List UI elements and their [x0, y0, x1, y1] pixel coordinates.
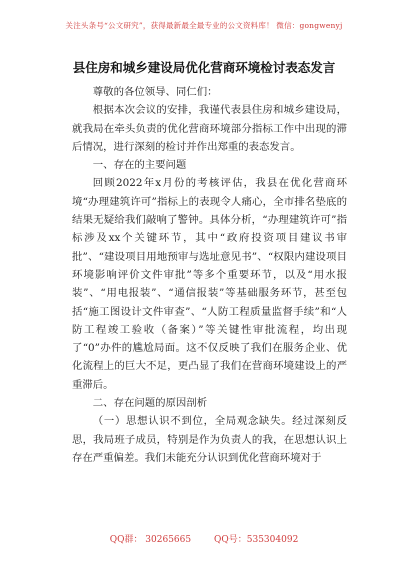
- paragraph-cause-one: （一）思想认识不到位，全局观念缺失。经过深刻反思，我局班子成员，特别是作为负责人的我，在思想认识上存在严重偏差。我们未能充分认识到优化营商环境对于: [72, 415, 347, 464]
- footer-qq-group: QQ群： 30265665: [109, 535, 192, 545]
- heading-cause-analysis: 二、存在问题的原因剖析: [92, 397, 208, 410]
- paragraph-intro: 根据本次会议的安排，我谨代表县住房和城乡建设局，就我局在牵头负责的优化营商环境部分指标工作中出现的滞后情况，进行深刻的检讨并作出郑重的表态发言。: [72, 104, 347, 153]
- document-title: 县住房和城乡建设局优化营商环境检讨表态发言: [72, 60, 336, 75]
- footer-qq-number: QQ号：535304092: [214, 535, 299, 545]
- heading-main-problems: 一、存在的主要问题: [92, 159, 187, 172]
- top-banner: 关注头条号“公文研究”，获得最新最全最专业的公文资料库！ 微信：gongwenyj: [65, 21, 343, 30]
- document-body: [72, 83, 347, 467]
- paragraph-salutation: 尊敬的各位领导、同仁们：: [92, 86, 218, 98]
- footer-contact: [0, 532, 408, 545]
- paragraph-problems: 回顾2022年x月份的考核评估，我县在优化营商环境“办理建筑许可”指标上的表现令人痛心，全市排名垫底的结果无疑给我们敲响了警钟。具体分析，“办理建筑许可”指标涉及xx个关键环节，其中“政府投资项目建议书审批”、“建设项目用地预审与选址意见书”、“权限内建设项目环境影响评价文件审批”等多个重要环节，以及“用水报装”、“用电报装”、“通信报装”等基础服务环节，甚至包括“施工图设计文件审查”、“人防工程质量监督手续”和“人防工程竣工验收（备案）”等关键性审批流程，均出现了“0”办件的尴尬局面。这不仅反映了我们在服务企业、优化流程上的巨大不足，更凸显了我们在营商环境建设上的严重滞后。: [72, 177, 347, 391]
